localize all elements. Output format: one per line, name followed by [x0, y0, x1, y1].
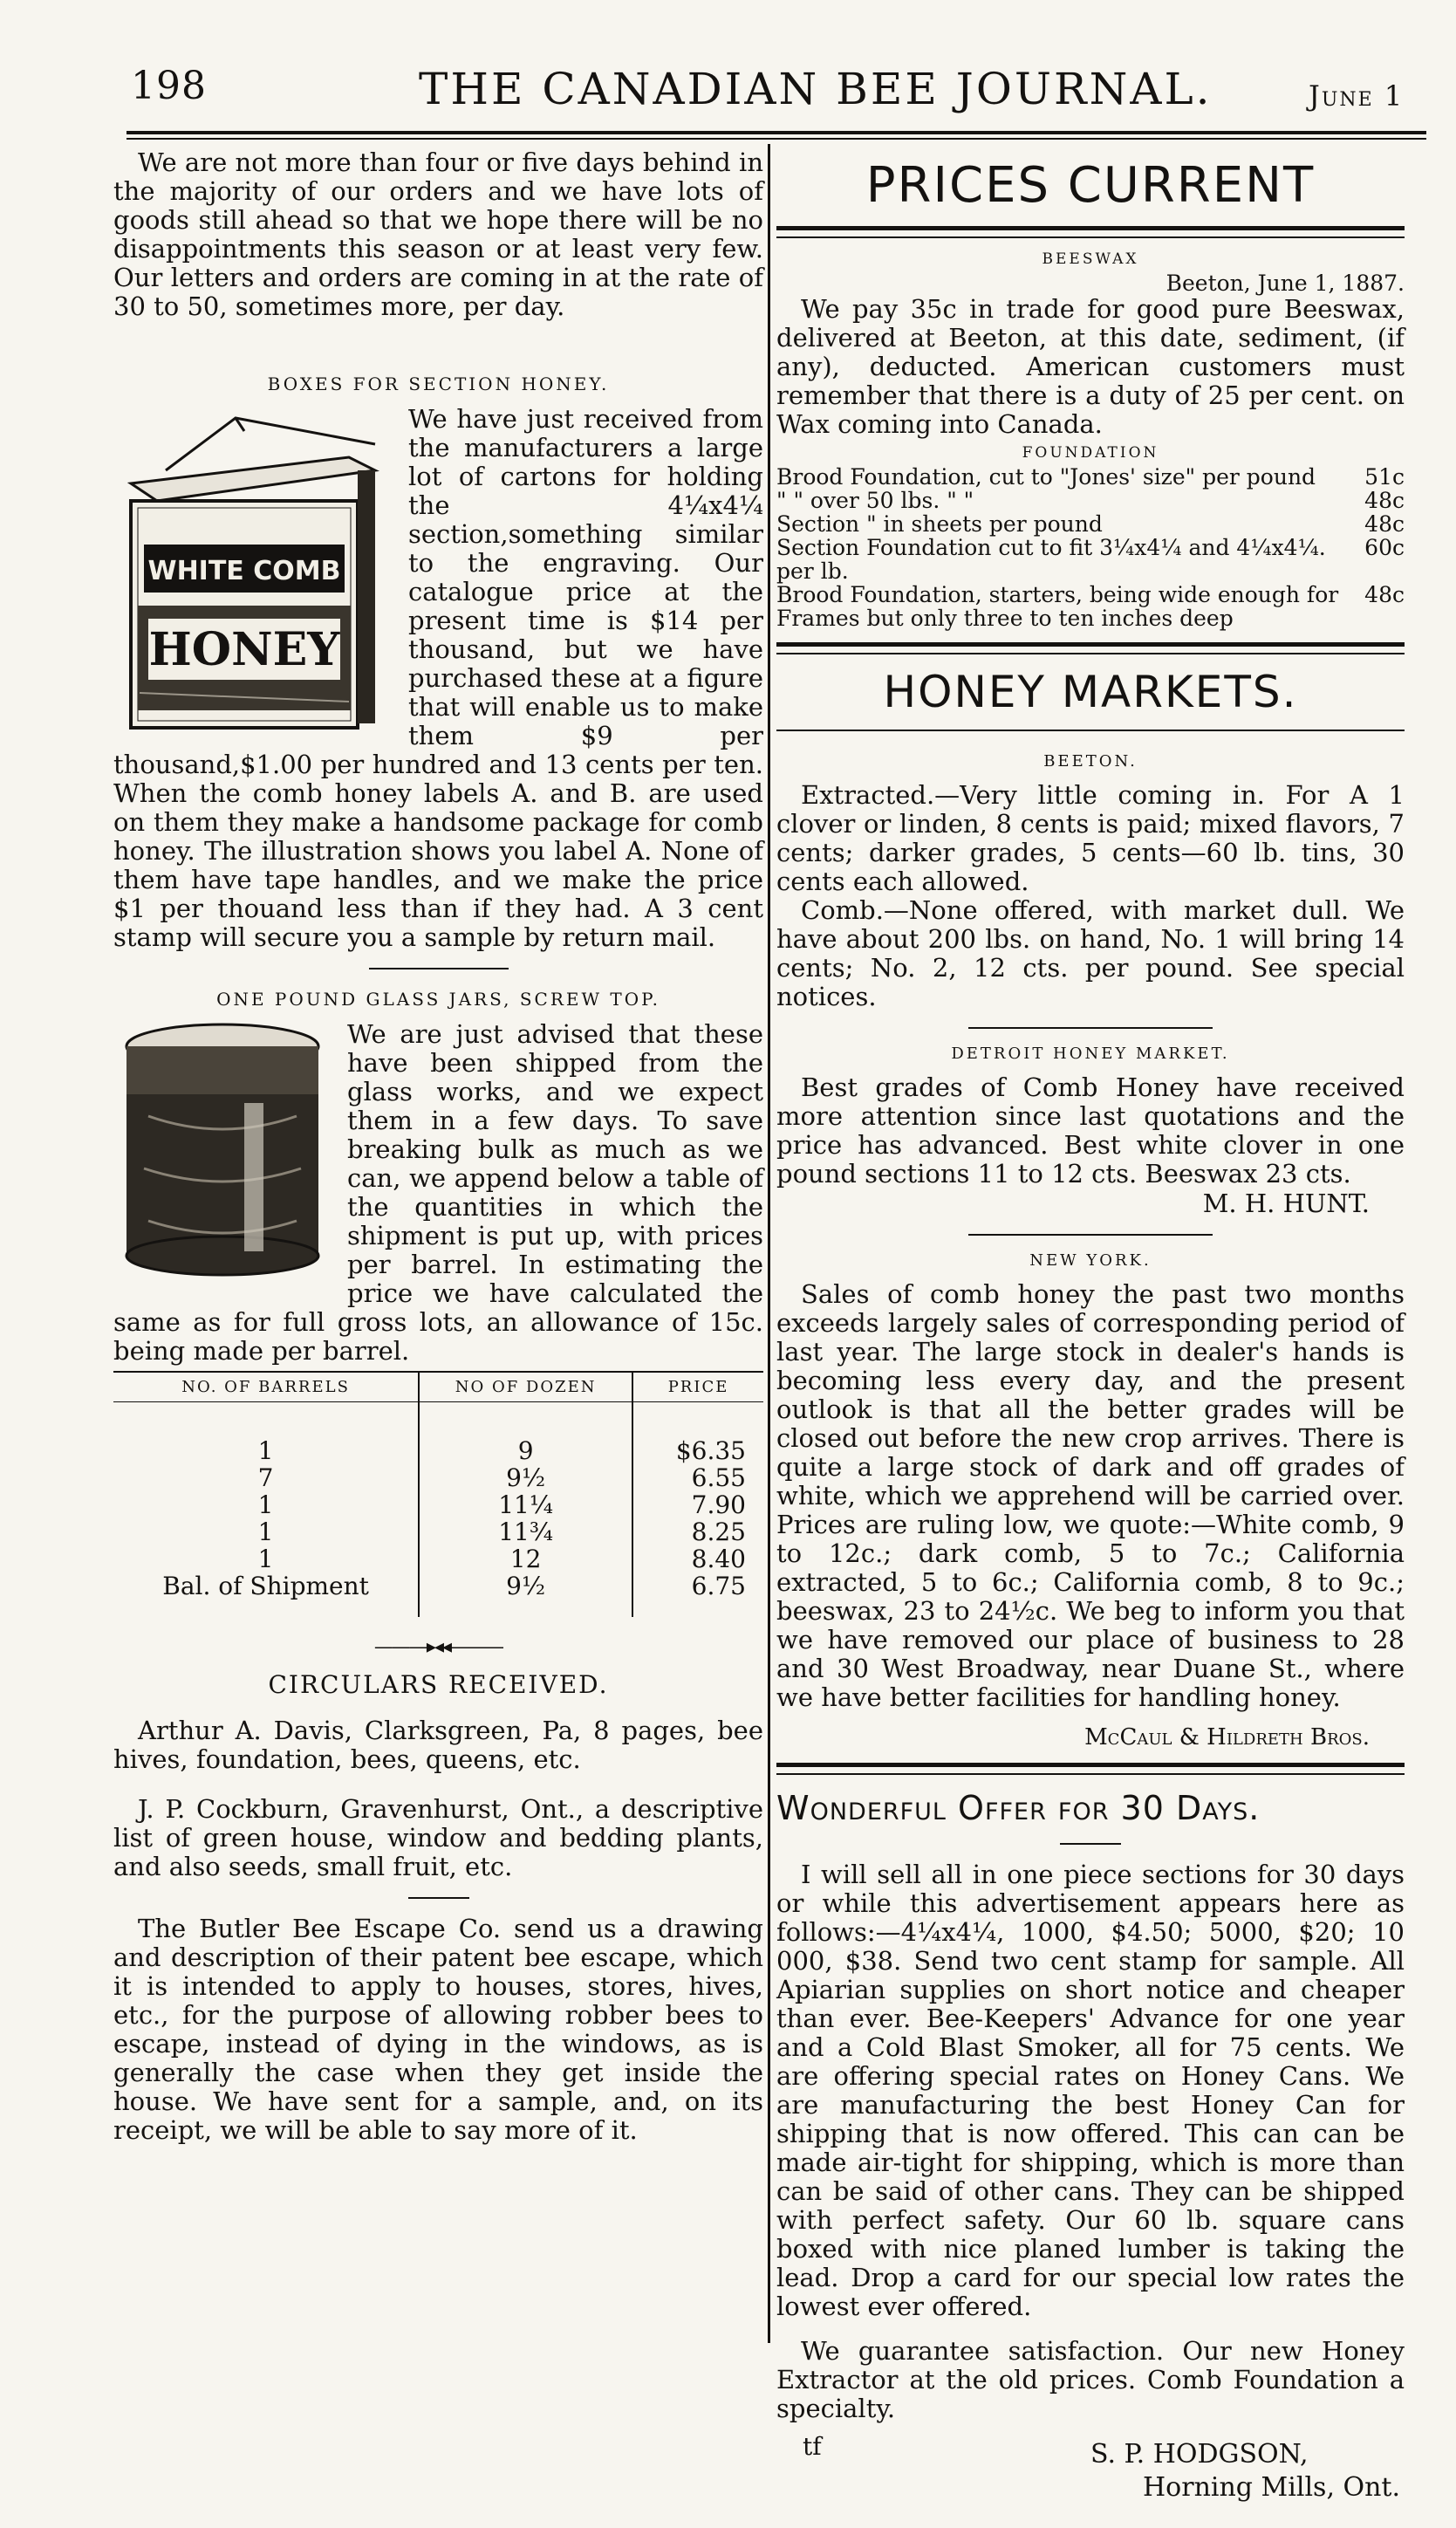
header-rule-thick: [126, 131, 1426, 134]
circular-davis: Arthur A. Davis, Clarksgreen, Pa, 8 pages, bee hives, foundation, bees, queens, etc.: [113, 1716, 763, 1774]
offer-guarantee: We guarantee satisfaction. Our new Honey Extractor at the old prices. Comb Foundation a specialty.: [776, 2336, 1405, 2423]
issue-date: June 1: [1309, 79, 1405, 113]
honey-markets-heading: HONEY MARKETS.: [883, 667, 1298, 717]
header-rule-thin: [126, 138, 1426, 140]
divider-rule: [408, 1897, 469, 1899]
divider-rule: [369, 968, 509, 969]
divider-rule: [968, 1027, 1213, 1029]
beeton-label: BEETON.: [1043, 752, 1138, 771]
offer-signature-block: [776, 2432, 1405, 2528]
column-divider: [768, 144, 770, 2343]
left-column: [113, 148, 763, 2145]
newyork-signature: McCaul & Hildreth Bros.: [1084, 1724, 1370, 1750]
divider-rule: [968, 1234, 1213, 1236]
divider-rule: [1060, 1843, 1121, 1845]
detroit-label: DETROIT HONEY MARKET.: [951, 1045, 1230, 1063]
table-header-barrels: NO. OF BARRELS: [113, 1372, 419, 1402]
table-row: 7 9½ 6.55: [113, 1464, 763, 1491]
table-row: 1 12 8.40: [113, 1545, 763, 1572]
section-rule: [776, 1763, 1405, 1775]
offer-tf-mark: tf: [803, 2432, 822, 2461]
table-row: Bal. of Shipment 9½ 6.75: [113, 1572, 763, 1600]
section-rule: [776, 642, 1405, 654]
heading-rule: [776, 730, 1405, 733]
circular-butler: The Butler Bee Escape Co. send us a drawing and description of their patent bee escape, which it is intended to apply to houses, stores, hives, etc., for the purpose of allowing robber bees to escape, instead of dying in the windows, as is generally the case when they get inside the house. We have sent for a sample, and, on its receipt, we will be able to say more of it.: [113, 1914, 763, 2145]
barrel-price-table: [113, 1371, 763, 1617]
right-column: [776, 148, 1405, 2528]
offer-heading: Wonderful Offer for 30 Days.: [776, 1789, 1261, 1827]
page-header: [0, 48, 1456, 131]
boxes-heading: BOXES FOR SECTION HONEY.: [267, 373, 610, 394]
offer-signature-place: Horning Mills, Ont.: [1143, 2472, 1401, 2503]
prices-current-heading: PRICES CURRENT: [865, 157, 1316, 214]
beeswax-label: BEESWAX: [1042, 250, 1139, 268]
heading-rule: [776, 226, 1405, 238]
foundation-label: FOUNDATION: [1022, 444, 1159, 462]
foundation-price-list: [776, 465, 1405, 630]
honey-carton-engraving: [113, 405, 393, 740]
table-row: 1 9 $6.35: [113, 1437, 763, 1464]
list-item: Section Foundation cut to fit 3¼x4¼ and 4¼x4¼. per lb. 60c: [776, 535, 1405, 584]
glass-jar-engraving: [113, 1020, 332, 1285]
journal-title: THE CANADIAN BEE JOURNAL.: [419, 64, 1213, 114]
list-item: " " over 50 lbs. " " 48c: [776, 488, 1405, 513]
intro-paragraph: We are not more than four or five days behind in the majority of our orders and we have lots of goods still ahead so that we hope there will be no disappointments this season or at least very few. Our letters and orders are coming in at the rate of 30 to 50, sometimes more, per day.: [113, 147, 763, 321]
table-header-dozen: NO OF DOZEN: [419, 1372, 632, 1402]
table-row: 1 11¾ 8.25: [113, 1518, 763, 1545]
detroit-text: Best grades of Comb Honey have received more attention since last quotations and the price has advanced. Best white clover in one pound sections 11 to 12 cts. Beeswax 23 cts.: [776, 1072, 1405, 1189]
offer-signature-name: S. P. HODGSON,: [1090, 2439, 1309, 2470]
jars-heading: ONE POUND GLASS JARS, SCREW TOP.: [216, 989, 660, 1010]
table-header-price: PRICE: [632, 1372, 763, 1402]
page-number: 198: [131, 64, 207, 108]
table-header-row: [113, 1372, 763, 1402]
newyork-text: Sales of comb honey the past two months exceeds largely sales of corresponding period of last year. The large stock in dealer's hands is becoming less every day, and the present outlook is that all the better grades will be closed out before the new crop arrives. There is quite a large stock of dark and off grades of white, which we apprehend will be carried over. Prices are ruling low, we quote:—White comb, 9 to 12c.; dark comb, 5 to 7c.; California extracted, 5 to 6c.; California comb, 8 to 9c.; beeswax, 23 to 24½c. We beg to inform you that we have removed our place of business to 28 and 30 West Broadway, near Duane St., where we have better facilities for handling honey.: [776, 1279, 1405, 1712]
list-item: Brood Foundation, cut to "Jones' size" per pound 51c: [776, 464, 1405, 490]
beeton-extracted: Extracted.—Very little coming in. For A 1 clover or linden, 8 cents is paid; mixed flavors, 7 cents; darker grades, 5 cents—60 lb. tins, 30 cents each allowed.: [776, 780, 1405, 896]
jars-text: We are just advised that these have been shipped from the glass works, and we expect them in a few days. To save breaking bulk as much as we can, we append below a table of the quantities in which the shipment is put up, with prices per barrel. In estimating the price we have calculated the same as for full gross lots, an allowance of 15c. being made per barrel.: [113, 1019, 763, 1366]
boxes-text: We have just received from the manufacturers a large lot of cartons for holding the 4¼x4¼ section,something similar to the engraving. Our catalogue price at the present time is $14 per thousand, but we have purchased these at a figure that will enable us to make them $9 per thousand,$1.00 per hundred and 13 cents per ten. When the comb honey labels A. and B. are used on them they make a handsome package for comb honey. The illustration shows you label A. None of them have tape handles, and we make the price $1 per thouand less than if they had. A 3 cent stamp will secure you a sample by return mail.: [113, 404, 763, 952]
svg-text:WHITE COMB: WHITE COMB: [147, 556, 341, 586]
beeswax-dateline: Beeton, June 1, 1887.: [1165, 271, 1405, 296]
beeswax-text: We pay 35c in trade for good pure Beeswax, delivered at Beeton, at this date, sediment, (if any), deducted. American customers must remember that there is a duty of 25 per cent. on Wax coming into Canada.: [776, 294, 1405, 439]
beeton-comb: Comb.—None offered, with market dull. We have about 200 lbs. on hand, No. 1 will bring 14 cents; No. 2, 12 cts. per pound. See special notices.: [776, 895, 1405, 1011]
table-row: 1 11¼ 7.90: [113, 1491, 763, 1518]
list-item: Section " in sheets per pound 48c: [776, 511, 1405, 537]
detroit-signature: M. H. HUNT.: [1202, 1189, 1370, 1218]
list-item: Brood Foundation, starters, being wide enough for Frames but only three to ten inches deep 48c: [776, 582, 1405, 631]
circular-cockburn: J. P. Cockburn, Gravenhurst, Ont., a descriptive list of green house, window and bedding plants, and also seeds, small fruit, etc.: [113, 1794, 763, 1881]
svg-text:HONEY: HONEY: [148, 623, 340, 676]
newyork-label: NEW YORK.: [1029, 1251, 1152, 1270]
ornament-rule: ———▸◂◂———: [373, 1636, 503, 1658]
circulars-heading: CIRCULARS RECEIVED.: [268, 1670, 609, 1699]
offer-text: I will sell all in one piece sections for 30 days or while this advertisement appears here as follows:—4¼x4¼, 1000, $4.50; 5000, $20; 10 000, $38. Send two cent stamp for sample. All Apiarian supplies on short notice and cheaper than ever. Bee-Keepers' Advance for one year and a Cold Blast Smoker, all for 75 cents. We are offering special rates on Honey Cans. We are manufacturing the best Honey Can for shipping that is now offered. This can can be made air-tight for shipping, which is more than can be said of other cans. They can be shipped with perfect safety. Our 60 lb. square cans boxed with nice planed lumber is taking the lead. Drop a card for our special low rates the lowest ever offered.: [776, 1860, 1405, 2321]
